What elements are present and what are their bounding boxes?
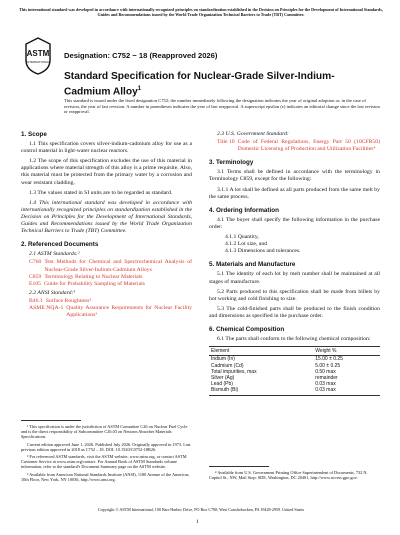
reference-title[interactable]: Test Methods for Chemical and Spectrochemical Analysis of Nuclear-Grade Silver-Indium-Cadmium Alloys	[44, 259, 192, 273]
section-heading-terminology: 3. Terminology	[209, 159, 254, 167]
title-footnote-mark: 1	[137, 86, 142, 93]
reference-title[interactable]: Quality Assurance Requirements for Nuclear Facility Applications³	[66, 304, 192, 319]
footnote-divider	[21, 420, 81, 421]
paragraph-5-3: 5.3 The cold-finished parts shall be produced to the finish condition and dimensions as specified in the purchase order.	[209, 305, 380, 319]
svg-text:INTERNATIONAL: INTERNATIONAL	[26, 60, 50, 64]
table-cell: Cadmium (Cd)	[211, 362, 244, 369]
government-standard-subheading: 2.3 U.S. Government Standard:	[217, 131, 289, 137]
paragraph-5-1: 5.1 The identity of each lot by melt number shall be maintained at all stages of manufacture.	[209, 271, 380, 285]
reference-title[interactable]: Guide for Probability Sampling of Materials	[44, 280, 145, 287]
paragraph-1-3: 1.3 The values stated in SI units are to be regarded as standard.	[29, 189, 173, 196]
order-item: 4.1.1 Quantity,	[225, 234, 259, 241]
svg-text:ASTM: ASTM	[26, 49, 50, 58]
table-cell: remainder	[315, 374, 338, 381]
section-heading-chemical-composition: 6. Chemical Composition	[209, 325, 285, 333]
title-text: Standard Specification for Nuclear-Grade Silver-Indium-Cadmium Alloy	[64, 71, 335, 98]
paragraph-3-1: 3.1 Terms shall be defined in accordance with the terminology in Terminology C859, except for the following:	[209, 169, 380, 183]
designation: Designation: C752 − 18 (Reapproved 2026)	[64, 51, 218, 60]
composition-table	[209, 346, 380, 395]
column-header-weight: Weight %	[313, 347, 380, 356]
section-heading-ordering-information: 4. Ordering Information	[209, 206, 279, 214]
table-cell: Indium (In)	[211, 356, 235, 363]
table-cell: 0.03 max	[315, 381, 336, 388]
reference-asme-nqa-1[interactable]	[29, 305, 192, 319]
footnote-divider	[209, 466, 269, 467]
footnotes-left	[21, 424, 192, 484]
footnote-1: ¹ This specification is under the jurisdiction of ASTM Committee C26 on Nuclear Fuel Cycle and is the direct responsibility of Subcommittee C26.03 on Neutron Absorber Materials Specifications.	[21, 424, 188, 440]
reference-code[interactable]: B46.1	[29, 297, 43, 304]
right-column	[209, 128, 380, 396]
reference-code[interactable]: Title 10	[217, 139, 235, 146]
section-heading-scope: 1. Scope	[21, 131, 47, 138]
paragraph-5-2: 5.2 Parts produced to this specification shall be made from billets by hot working and cold finishing to size.	[209, 288, 380, 302]
copyright-line: Copyright © ASTM International, 100 Barr Harbor Drive, PO Box C700, West Conshohocken, PA 19428-2959. United States	[97, 507, 305, 512]
paragraph-3-1-1: 3.1.1 A lot shall be defined as all parts produced from the same melt by the same process.	[209, 186, 380, 200]
paragraph-1-1: 1.1 This specification covers silver-indium-cadmium alloy for use as a control material in light-water nuclear reactors.	[21, 141, 192, 155]
paragraph-4-1: 4.1 The buyer shall specify the following information in the purchase order:	[209, 216, 380, 230]
table-row	[209, 387, 380, 395]
reference-title[interactable]: Terminology Relating to Nuclear Materials	[44, 273, 143, 280]
table-cell: Bismuth (Bi)	[209, 387, 313, 395]
table-cell: Silver (Ag)	[211, 374, 235, 381]
reference-c760[interactable]	[29, 259, 192, 273]
footnote-edition: Current edition approved June 1, 2026. Published July 2026. Originally approved in 1973. Last previous edition approved in 2018 as C752 – 18. DOI: 10.1520/C0752-18R26.	[21, 441, 191, 452]
footnote-4: ⁴ Available from U.S. Government Printing Office Superintendent of Documents, 732 N. Capitol St., NW, Mail Stop: SDE, Washington, DC 20401, http://www.access.gpo.gov.	[209, 470, 368, 481]
table-header-row	[209, 347, 380, 356]
table-cell: 0.03 max	[313, 387, 380, 395]
table-cell: Total impurities, max	[211, 368, 257, 375]
issued-note: This standard is issued under the fixed designation C752; the number immediately following the designation indicates the year of original adoption or, in the case of revision, the year of last revision. A number in parentheses indicates the year of last reapproval. A superscript epsilon (ε) indicates an editorial change since the last revision or reapproval.	[64, 98, 380, 115]
footnotes-right	[209, 470, 380, 482]
reference-code[interactable]: C859	[29, 273, 42, 280]
astm-standards-subheading: 2.1 ASTM Standards:²	[29, 251, 80, 258]
page-title	[64, 71, 364, 99]
reference-e105[interactable]	[29, 281, 192, 288]
paragraph-1-2: 1.2 The scope of this specification excludes the use of this material in applications where material strength of this alloy is a prime requisite. Also, this material must be protected from the primary water by a corrosion and wear resistant cladding.	[21, 158, 192, 186]
section-heading-referenced-documents: 2. Referenced Documents	[21, 241, 99, 249]
paragraph-6-1: 6.1 The parts shall conform to the following chemical composition:	[217, 336, 371, 343]
astm-logo	[24, 36, 52, 76]
table-row	[209, 356, 380, 363]
reference-title[interactable]: Surface Roughness³	[45, 297, 92, 304]
reference-c859[interactable]	[29, 274, 192, 281]
footnote-2: ² For referenced ASTM standards, visit the ASTM website, www.astm.org, or contact ASTM Customer Service at www.astm.org/contact. For Annual Book of ASTM Standards volume information, refer to the standard's Document Summary page on the ASTM website.	[21, 454, 187, 470]
reference-b46-1[interactable]	[29, 298, 192, 305]
page-number: 1	[196, 519, 199, 525]
standards-notice: This international standard was developed in accordance with internationally recognized principles on standardization established in the Decision on Principles for the Development of International Standards, Guides and Recommendations issued by the World Trade Organization Technical Barriers to Trade (TBT) Committee.	[19, 7, 383, 17]
footnote-3: ³ Available from American National Standards Institute (ANSI), 1180 Avenue of the Americas, 10th Floor, New York, NY 10036, http://www.ansi.org.	[21, 471, 190, 482]
left-column	[21, 128, 192, 319]
table-cell: 15.00 ± 0.25	[315, 356, 343, 363]
order-item: 4.1.3 Dimensions and tolerances.	[225, 248, 301, 255]
section-heading-materials-manufacture: 5. Materials and Manufacture	[209, 261, 296, 269]
ansi-standard-subheading: 2.2 ANSI Standard:³	[29, 289, 76, 296]
reference-title[interactable]: Code of Federal Regulations, Energy Part 50 (10CFR50) Domestic Licensing of Production and Utilization Facilities⁴	[237, 139, 380, 153]
reference-10cfr50[interactable]	[217, 139, 380, 153]
reference-code[interactable]: ASME NQA-1	[29, 304, 64, 311]
reference-code[interactable]: E105	[29, 280, 42, 287]
table-cell: Lead (Pb)	[211, 381, 233, 388]
reference-code[interactable]: C760	[29, 259, 42, 266]
column-header-element: Element	[209, 347, 313, 356]
table-cell: 5.00 ± 0.25	[315, 362, 341, 369]
paragraph-1-4: 1.4 This international standard was developed in accordance with internationally recognized principles on standardization established in the Decision on Principles for the Development of International Standards, Guides and Recommendations issued by the World Trade Organization Technical Barriers to Trade (TBT) Committee.	[21, 199, 192, 235]
order-item: 4.1.2 Lot size, and	[225, 241, 268, 248]
table-cell: 0.50 max	[315, 368, 336, 375]
